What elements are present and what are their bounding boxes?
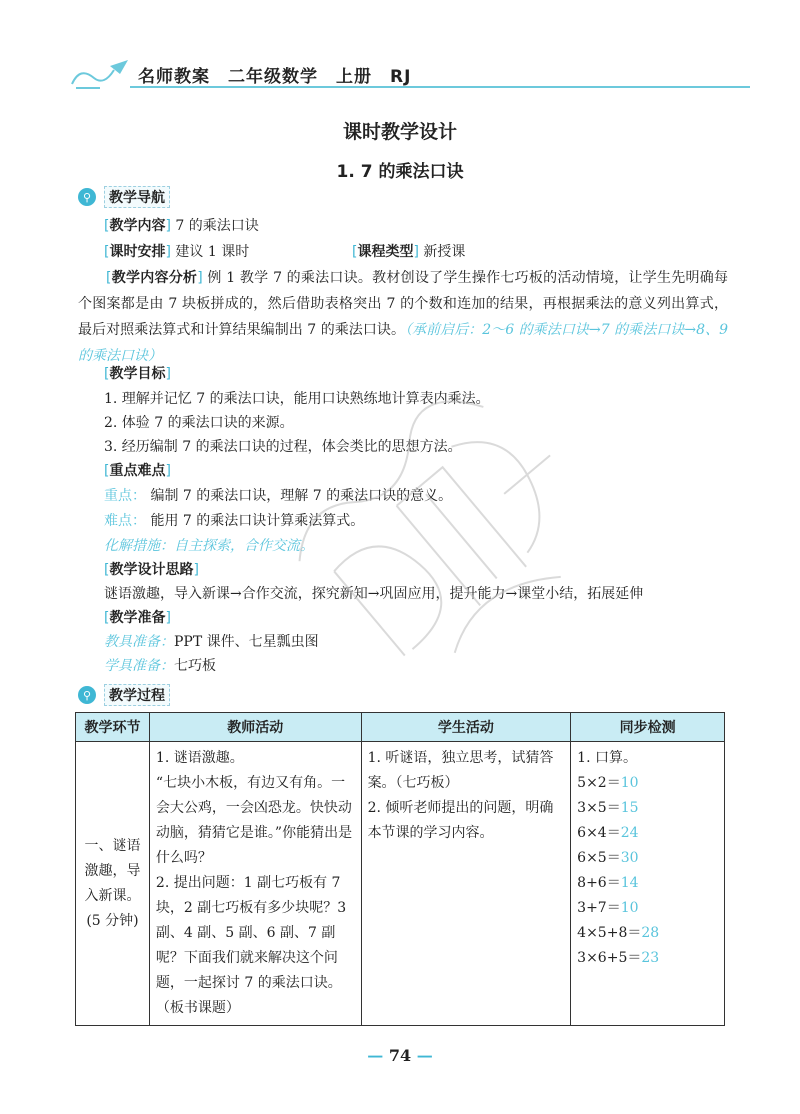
section-nav-label: 教学导航 — [104, 186, 170, 208]
key-value: 编制 7 的乘法口诀，理解 7 的乘法口诀的意义。 — [150, 488, 453, 504]
student-prep-row — [104, 656, 216, 676]
design-tag: 教学设计思路 — [109, 562, 194, 578]
header-rule — [130, 86, 750, 88]
location-pin-icon: ⚲ — [78, 686, 96, 704]
type-tag: 课程类型 — [357, 244, 414, 260]
page-footer — [0, 1046, 800, 1065]
column-header: 教学环节 — [76, 713, 150, 742]
design-value: 谜语激趣，导入新课→合作交流，探究新知→巩固应用，提升能力→课堂小结，拓展延伸 — [104, 586, 644, 602]
process-table — [75, 712, 725, 1026]
table-row — [76, 742, 725, 1026]
check-item: 5×2＝10 — [577, 775, 639, 791]
teacher-prep-label: 教具准备： — [104, 634, 174, 650]
design-heading: [教学设计思路] — [104, 562, 199, 578]
resolve-note: 化解措施：自主探索，合作交流。 — [104, 538, 314, 554]
teacher-prep-value: PPT 课件、七星瓢虫图 — [174, 634, 319, 650]
teacher-step: 1. 谜语激趣。 — [155, 750, 244, 766]
student-step: 1. 听谜语，独立思考，试猜答案。（七巧板） — [367, 750, 554, 791]
check-item: 3×5＝15 — [577, 800, 639, 816]
schedule-value: 建议 1 课时 — [175, 244, 250, 260]
key-tag: 重点难点 — [109, 463, 166, 479]
column-header: 教师活动 — [149, 713, 361, 742]
check-answer: 28 — [641, 925, 660, 941]
check-answer: 10 — [620, 900, 639, 916]
prep-heading: [教学准备] — [104, 610, 171, 626]
check-item: 8+6＝14 — [577, 875, 639, 891]
check-item: 3×6+5＝23 — [577, 950, 660, 966]
student-step: 2. 倾听老师提出的问题，明确本节课的学习内容。 — [367, 800, 554, 841]
teacher-step: 2. 提出问题：1 副七巧板有 7 块，2 副七巧板有多少块呢？3 副、4 副、5 副、6 副、7 副呢？下面我们就来解决这个问题，一起探讨 7 的乘法口诀。（板书课题） — [155, 875, 347, 1016]
column-header: 同步检测 — [571, 713, 725, 742]
analysis-tag: 教学内容分析 — [111, 270, 198, 286]
difficulty-value: 能用 7 的乘法口诀计算乘法算式。 — [150, 513, 365, 529]
student-activity-cell — [361, 742, 571, 1026]
check-answer: 23 — [641, 950, 660, 966]
analysis-note: （承前启后：2～6 的乘法口诀→7 的乘法口诀→8、9 的乘法口诀） — [78, 322, 728, 364]
content-row: [教学内容] 7 的乘法口诀 — [104, 218, 259, 234]
section-nav-heading — [78, 186, 170, 208]
difficulty-row — [104, 511, 364, 531]
check-cell — [571, 742, 725, 1026]
check-answer: 15 — [620, 800, 639, 816]
key-row — [104, 486, 452, 506]
check-answer: 14 — [620, 875, 639, 891]
student-prep-value: 七巧板 — [174, 658, 216, 674]
running-header — [70, 58, 750, 90]
page-title: 课时教学设计 — [342, 121, 457, 143]
check-answer: 30 — [620, 850, 639, 866]
header-title: 名师教案 二年级数学 上册 RJ — [138, 67, 412, 87]
teacher-prep-row — [104, 632, 319, 652]
student-prep-label: 学具准备： — [104, 658, 174, 674]
key-label: 重点： — [104, 488, 146, 504]
goals-tag: 教学目标 — [109, 366, 166, 382]
type-row: [课程类型] 新授课 — [352, 244, 466, 260]
check-title: 1. 口算。 — [577, 750, 637, 766]
check-item: 6×5＝30 — [577, 850, 639, 866]
prep-tag: 教学准备 — [109, 610, 166, 626]
location-pin-icon: ⚲ — [78, 188, 96, 206]
key-heading: [重点难点] — [104, 463, 171, 479]
footer-dash-right: — — [416, 1046, 433, 1065]
schedule-tag: 课时安排 — [109, 244, 166, 260]
pen-ribbon-icon — [70, 58, 132, 90]
schedule-row: [课时安排] 建议 1 课时 — [104, 244, 250, 260]
goal-item: 3. 经历编制 7 的乘法口诀的过程，体会类比的思想方法。 — [104, 439, 462, 455]
lesson-title: 1. 7 的乘法口诀 — [336, 162, 464, 182]
section-process-label: 教学过程 — [104, 684, 170, 706]
check-item: 4×5+8＝28 — [577, 925, 660, 941]
column-header: 学生活动 — [361, 713, 571, 742]
type-value: 新授课 — [423, 244, 466, 260]
content-value: 7 的乘法口诀 — [175, 218, 259, 234]
goal-item: 1. 理解并记忆 7 的乘法口诀，能用口诀熟练地计算表内乘法。 — [104, 391, 490, 407]
goal-item: 2. 体验 7 的乘法口诀的来源。 — [104, 415, 294, 431]
check-answer: 10 — [620, 775, 639, 791]
analysis-paragraph: [教学内容分析] 例 1 教学 7 的乘法口诀。教材创设了学生操作七巧板的活动情境，让学生先明确每个图案都是由 7 块板拼成的，然后借助表格突出 7 的个数和连加的结果，再根据乘法的意义列出算式，最后对照乘法算式和计算结果编制出 7 的乘法口诀。（承前启后：2～6 的乘法口诀→7 的乘法口诀→8、9 的乘法口诀） — [78, 270, 729, 364]
difficulty-label: 难点： — [104, 513, 146, 529]
footer-dash-left: — — [367, 1046, 384, 1065]
check-item: 6×4＝24 — [577, 825, 639, 841]
page-number: 74 — [388, 1046, 412, 1065]
analysis-text: 例 1 教学 7 的乘法口诀。教材创设了学生操作七巧板的活动情境，让学生先明确每个图案都是由 7 块板拼成的，然后借助表格突出 7 的个数和连加的结果，再根据乘法的意义列出算式，最后对照乘法算式和计算结果编制出 7 的乘法口诀。 — [78, 270, 729, 338]
teacher-activity-cell — [149, 742, 361, 1026]
check-item: 3+7＝10 — [577, 900, 639, 916]
check-answer: 24 — [620, 825, 639, 841]
table-header-row — [76, 713, 725, 742]
goals-heading: [教学目标] — [104, 366, 171, 382]
section-process-heading — [78, 684, 170, 706]
teacher-step: “七块小木板，有边又有角。一会大公鸡，一会凶恐龙。快快动动脑，猜猜它是谁。”你能猜出是什么吗？ — [155, 775, 353, 866]
content-tag: 教学内容 — [109, 218, 166, 234]
stage-cell: 一、谜语激趣，导入新课。(5 分钟) — [76, 742, 150, 1026]
